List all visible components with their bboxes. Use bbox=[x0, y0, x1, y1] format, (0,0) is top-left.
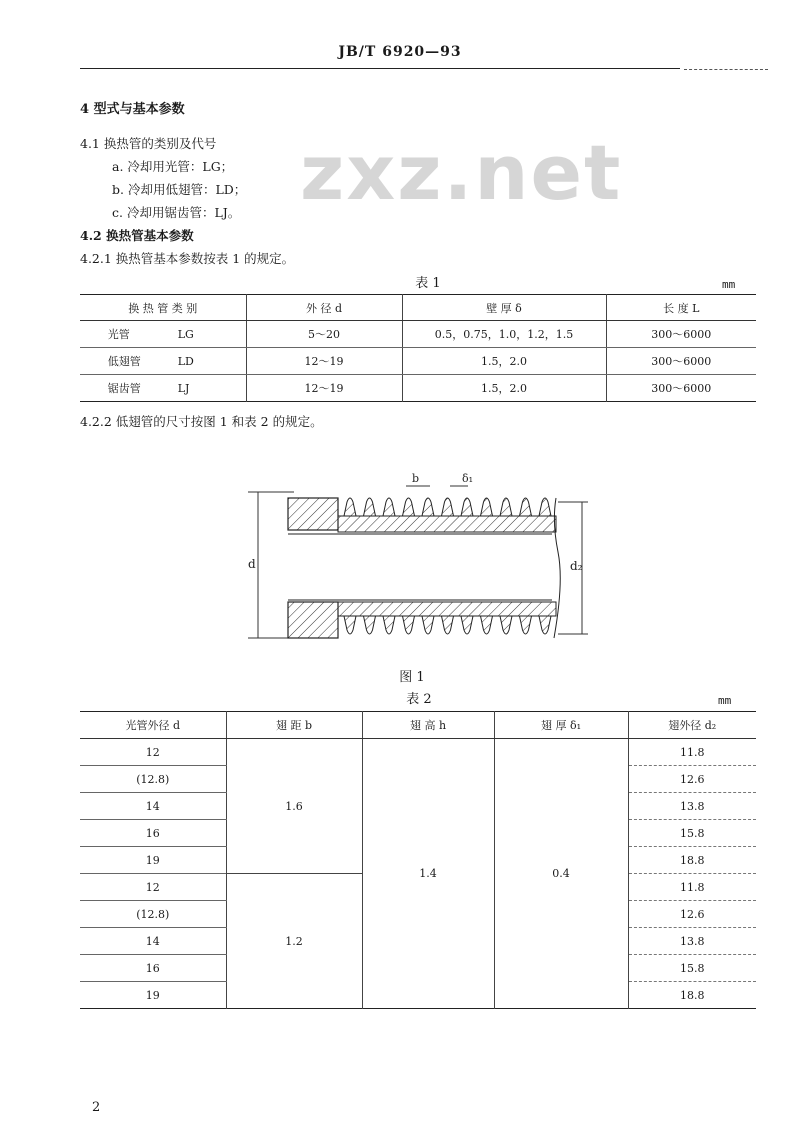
t2-header-thick: 翅 厚 δ₁ bbox=[494, 712, 628, 739]
t2-body bbox=[80, 739, 756, 1009]
t1-header-length: 长 度 L bbox=[606, 295, 756, 321]
t1-od-cell: 12～19 bbox=[246, 375, 402, 402]
fin-top bbox=[520, 498, 532, 516]
t1-od-cell: 5～20 bbox=[246, 321, 402, 348]
t2-header-height: 翅 高 h bbox=[362, 712, 494, 739]
t1-type-cell bbox=[80, 348, 246, 375]
fin-bottom bbox=[539, 616, 551, 634]
t1-type-name: 锯齿管 bbox=[107, 382, 141, 395]
section-left-bottom bbox=[288, 602, 338, 638]
fin-top bbox=[364, 498, 376, 516]
section-4-2-2-text: 4.2.2 低翅管的尺寸按图 1 和表 2 的规定。 bbox=[80, 414, 323, 429]
t2-finod-cell: 15.8 bbox=[628, 955, 756, 982]
fin-top bbox=[422, 498, 434, 516]
dim-label-b: b bbox=[412, 472, 420, 485]
t2-od-cell: 12 bbox=[80, 874, 226, 901]
fin-bottom bbox=[442, 616, 454, 634]
t2-od-cell: 14 bbox=[80, 928, 226, 955]
table-row bbox=[80, 375, 756, 402]
t2-finod-cell: 15.8 bbox=[628, 820, 756, 847]
section-4-2-1-text: 4.2.1 换热管基本参数按表 1 的规定。 bbox=[80, 251, 295, 266]
t2-thick-cell: 0.4 bbox=[494, 739, 628, 1009]
fin-bottom bbox=[383, 616, 395, 634]
wall-top bbox=[338, 516, 556, 532]
dim-label-d: d bbox=[248, 557, 256, 571]
dim-label-d2: d₂ bbox=[570, 559, 583, 573]
t2-finod-cell: 13.8 bbox=[628, 793, 756, 820]
t2-pitch-cell: 1.2 bbox=[226, 874, 362, 1009]
t1-od-cell: 12～19 bbox=[246, 348, 402, 375]
section-left-top bbox=[288, 498, 338, 530]
fin-top bbox=[344, 498, 356, 516]
t2-od-cell: (12.8) bbox=[80, 766, 226, 793]
t1-length-cell: 300～6000 bbox=[606, 348, 756, 375]
fins-top bbox=[344, 498, 551, 516]
fin-top bbox=[442, 498, 454, 516]
section-4-2-title: 4.2 换热管基本参数 bbox=[80, 228, 194, 243]
t1-header-od: 外 径 d bbox=[246, 295, 402, 321]
table-1 bbox=[80, 294, 756, 402]
wall-bottom bbox=[338, 602, 556, 616]
t2-finod-cell: 13.8 bbox=[628, 928, 756, 955]
t2-header-finod: 翅外径 d₂ bbox=[628, 712, 756, 739]
table1-unit: mm bbox=[722, 278, 736, 291]
t1-type-cell bbox=[80, 375, 246, 402]
t2-finod-cell: 18.8 bbox=[628, 847, 756, 874]
t1-type-name: 光管 bbox=[107, 328, 130, 341]
fin-top bbox=[539, 498, 551, 516]
table1-caption: 表 1 bbox=[415, 276, 441, 291]
fin-top bbox=[461, 498, 473, 516]
t2-od-cell: 12 bbox=[80, 739, 226, 766]
t1-wall-cell: 0.5，0.75，1.0，1.2，1.5 bbox=[402, 321, 606, 348]
standard-code-header: JB/T 6920—93 bbox=[338, 44, 462, 60]
fin-top bbox=[500, 498, 512, 516]
table2-unit: mm bbox=[718, 694, 732, 707]
figure-1-drawing bbox=[236, 462, 596, 652]
table-row bbox=[80, 348, 756, 375]
watermark: zxz.net bbox=[300, 128, 623, 217]
fin-bottom bbox=[520, 616, 532, 634]
section-4-1-title: 4.1 换热管的类别及代号 bbox=[80, 136, 217, 151]
t1-type-cell bbox=[80, 321, 246, 348]
fin-bottom bbox=[500, 616, 512, 634]
t1-type-name: 低翅管 bbox=[107, 355, 141, 368]
fin-top bbox=[383, 498, 395, 516]
section-4-title: 4 型式与基本参数 bbox=[80, 102, 185, 117]
table-row bbox=[80, 739, 756, 766]
t2-finod-cell: 12.6 bbox=[628, 766, 756, 793]
t1-header-wall: 壁 厚 δ bbox=[402, 295, 606, 321]
t2-od-cell: 16 bbox=[80, 820, 226, 847]
t2-od-cell: 14 bbox=[80, 793, 226, 820]
fin-bottom bbox=[422, 616, 434, 634]
fin-bottom bbox=[344, 616, 356, 634]
t2-pitch-cell: 1.6 bbox=[226, 739, 362, 874]
t2-height-cell: 1.4 bbox=[362, 739, 494, 1009]
t1-type-code: LD bbox=[177, 355, 194, 368]
list-item-a: a. 冷却用光管：LG； bbox=[112, 159, 234, 174]
t2-finod-cell: 11.8 bbox=[628, 874, 756, 901]
t2-finod-cell: 18.8 bbox=[680, 988, 705, 1002]
t1-type-code: LJ bbox=[177, 382, 190, 395]
t2-finod-cell: 12.6 bbox=[628, 901, 756, 928]
fin-bottom bbox=[403, 616, 415, 634]
list-item-b: b. 冷却用低翅管：LD； bbox=[112, 182, 247, 197]
t1-length-cell: 300～6000 bbox=[651, 382, 712, 395]
header-rule bbox=[80, 68, 680, 69]
table-2 bbox=[80, 711, 756, 1009]
fin-top bbox=[403, 498, 415, 516]
page-number: 2 bbox=[92, 1100, 101, 1115]
t2-od-cell: 19 bbox=[80, 982, 226, 1009]
list-item-c: c. 冷却用锯齿管：LJ。 bbox=[112, 205, 241, 220]
t1-length-cell: 300～6000 bbox=[606, 321, 756, 348]
t1-header-type: 换 热 管 类 别 bbox=[80, 295, 246, 321]
dim-label-delta: δ₁ bbox=[462, 472, 474, 485]
t2-finod-cell: 11.8 bbox=[628, 739, 756, 766]
t1-wall-cell: 1.5，2.0 bbox=[402, 375, 606, 402]
t2-od-cell: 16 bbox=[80, 955, 226, 982]
table2-caption: 表 2 bbox=[406, 692, 432, 707]
table-row bbox=[80, 321, 756, 348]
fins-bottom bbox=[344, 616, 551, 634]
header-rule-dashed bbox=[684, 69, 768, 70]
t1-wall-cell: 1.5，2.0 bbox=[402, 348, 606, 375]
fin-bottom bbox=[364, 616, 376, 634]
t2-header-pitch: 翅 距 b bbox=[226, 712, 362, 739]
t2-od-cell: (12.8) bbox=[80, 901, 226, 928]
figure1-caption: 图 1 bbox=[399, 670, 425, 685]
t2-od-cell: 19 bbox=[80, 847, 226, 874]
fin-bottom bbox=[481, 616, 493, 634]
fin-bottom bbox=[461, 616, 473, 634]
t2-header-od: 光管外径 d bbox=[80, 712, 226, 739]
fin-top bbox=[481, 498, 493, 516]
t1-type-code: LG bbox=[177, 328, 194, 341]
